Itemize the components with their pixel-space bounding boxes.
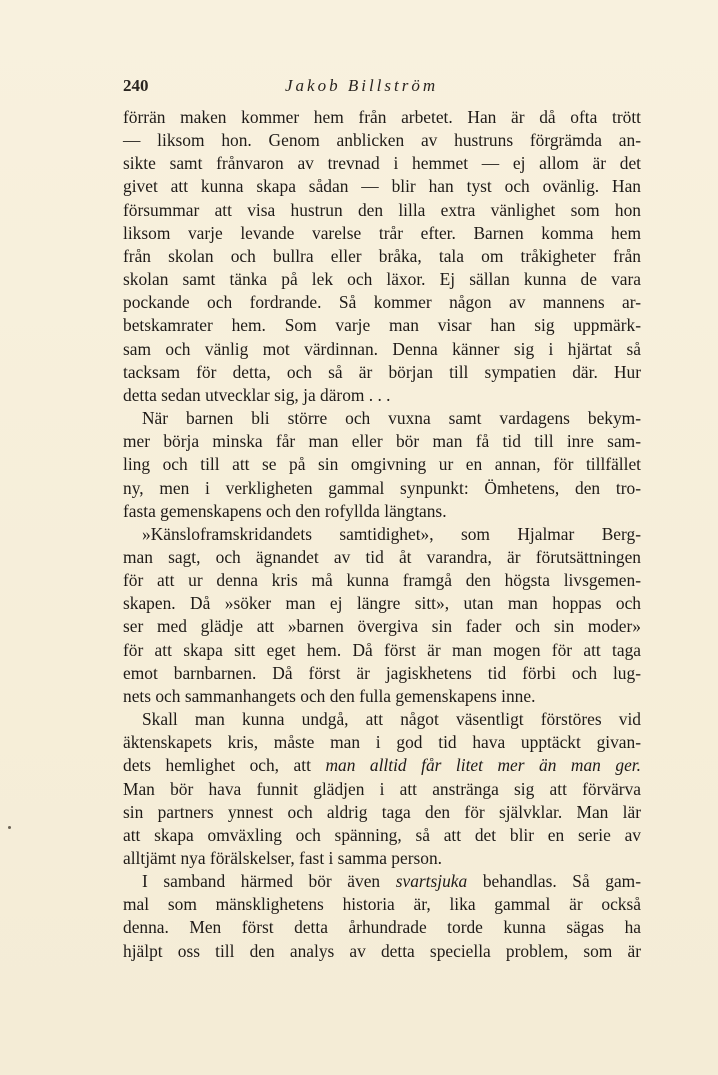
page-header: [123, 76, 643, 102]
text-line: betskamrater hem. Som varje man visar han sig uppmärk-: [123, 315, 641, 336]
text-segment: dets hemlighet och, att: [123, 755, 311, 776]
text-line: liksom varje levande varelse trår efter. Barnen komma hem: [123, 222, 641, 243]
text-segment: behandlas. Så gam-: [482, 871, 641, 892]
text-line: mer börja minska får man eller bör man få tid till inre sam-: [123, 431, 641, 452]
text-line: Man bör hava funnit glädjen i att anstränga sig att förvärva: [123, 778, 641, 799]
text-line: pockande och fordrande. Så kommer någon av mannens ar-: [123, 292, 641, 313]
text-line: för att skapa sitt eget hem. Då först är man mogen för att taga: [123, 639, 641, 660]
italic-emphasis: man alltid får litet mer än man ger.: [325, 755, 641, 776]
text-line: sin partners ynnest och aldrig taga den för självklar. Man lär: [123, 801, 641, 822]
text-line: ser med glädje att »barnen övergiva sin fader och sin moder»: [123, 616, 641, 637]
text-line: äktenskapets kris, måste man i god tid hava upptäckt givan-: [123, 732, 641, 753]
text-line-mixed: [123, 870, 641, 893]
text-segment: I samband härmed bör även: [142, 871, 381, 892]
margin-speck: [8, 826, 11, 829]
text-line: »Känsloframskridandets samtidighet», som Hjalmar Berg-: [142, 523, 641, 544]
text-line: man sagt, och ägnandet av tid åt varandra, är förutsättningen: [123, 546, 641, 567]
page-number: 240: [123, 76, 149, 95]
text-line: att skapa omväxling och spänning, så att det blir en serie av: [123, 824, 641, 845]
running-head: Jakob Billström: [285, 76, 439, 95]
text-line: skapen. Då »söker man ej längre sitt», utan man hoppas och: [123, 593, 641, 614]
text-line: nets och sammanhangets och den fulla gemenskapens inne.: [123, 685, 536, 706]
text-line: mal som mänsklighetens historia är, lika gammal är också: [123, 894, 641, 915]
text-line: denna. Men först detta århundrade torde kunna sägas ha: [123, 917, 641, 938]
text-line: detta sedan utvecklar sig, ja därom . . .: [123, 384, 391, 405]
text-line: — liksom hon. Genom anblicken av hustruns förgrämda an-: [123, 130, 641, 151]
text-line: emot barnbarnen. Då först är jagiskhetens tid förbi och lug-: [123, 662, 641, 683]
text-line: fasta gemenskapens och den rofyllda längtans.: [123, 500, 447, 521]
text-line: Skall man kunna undgå, att något väsentligt förstöres vid: [142, 709, 641, 730]
text-line: tacksam för detta, och så är början till sympatien där. Hur: [123, 361, 641, 382]
text-line: När barnen bli större och vuxna samt vardagens bekym-: [142, 408, 641, 429]
text-line: ny, men i verkligheten gammal synpunkt: Ömhetens, den tro-: [123, 477, 641, 498]
text-line: alltjämt nya förälskelser, fast i samma person.: [123, 848, 443, 868]
italic-emphasis: svartsjuka: [395, 871, 468, 892]
text-line: sam och vänlig mot värdinnan. Denna känner sig i hjärtat så: [123, 338, 641, 359]
text-line: försummar att visa hustrun den lilla extra vänlighet som hon: [123, 199, 641, 220]
body-text: [123, 106, 641, 963]
text-line-mixed: [123, 754, 641, 777]
text-line: för att ur denna kris må kunna framgå den högsta livsgemen-: [123, 570, 641, 591]
text-line: givet att kunna skapa sådan — blir han tyst och ovänlig. Han: [123, 176, 641, 197]
text-line: sikte samt frånvaron av trevnad i hemmet — ej allom är det: [123, 153, 641, 174]
text-line: från skolan och bullra eller bråka, tala om tråkigheter från: [123, 245, 641, 266]
text-line: skolan samt tänka på lek och läxor. Ej sällan kunna de vara: [123, 269, 641, 290]
text-line: hjälpt oss till den analys av detta speciella problem, som är: [123, 940, 641, 961]
text-line: förrän maken kommer hem från arbetet. Han är då ofta trött: [123, 107, 641, 127]
text-line: ling och till att se på sin omgivning ur en annan, för tillfället: [123, 454, 641, 475]
